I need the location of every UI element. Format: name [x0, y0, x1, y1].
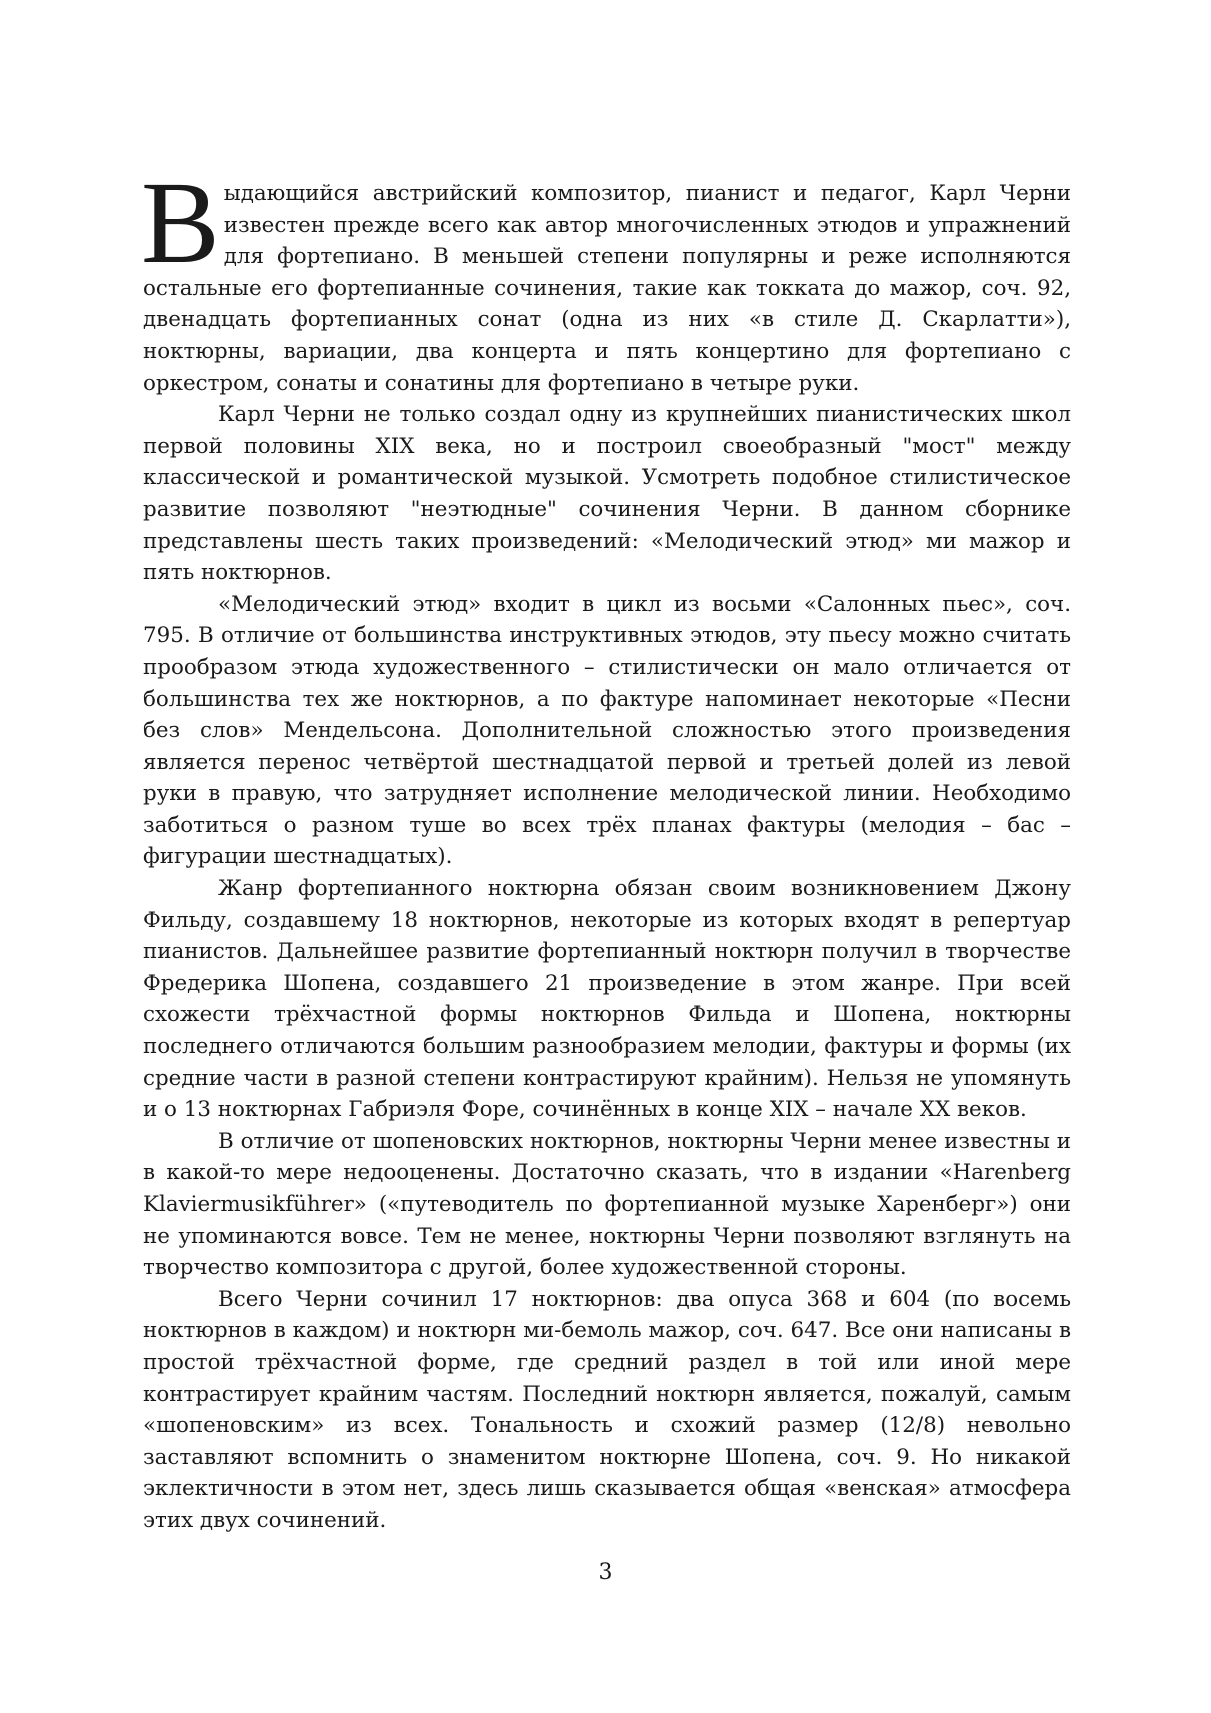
drop-cap: В — [141, 157, 220, 288]
paragraph-1-text: ыдающийся австрийский композитор, пианист и педагог, Карл Черни известен прежде всего как автор многочисленных этюдов и упражнений для фортепиано. В меньшей степени популярны и реже исполняются остальные его фортепианные сочинения, такие как токката до мажор, соч. 92, двенадцать фортепианных сонат (одна из них «в стиле Д. Скарлатти»), ноктюрны, вариации, два концерта и пять концертино для фортепиано с оркестром, сонаты и сонатины для фортепиано в четыре руки. — [143, 181, 1071, 396]
page-number: 3 — [598, 1560, 613, 1585]
paragraph-6: Всего Черни сочинил 17 ноктюрнов: два опуса 368 и 604 (по восемь ноктюрнов в каждом) и ноктюрн ми-бемоль мажор, соч. 647. Все они написаны в простой трёхчастной форме, где средний раздел в той или иной мере контрастирует крайним частям. Последний ноктюрн является, пожалуй, самым «шопеновским» из всех. Тональность и схожий размер (12/8) невольно заставляют вспомнить о знаменитом ноктюрне Шопена, соч. 9. Но никакой эклектичности в этом нет, здесь лишь сказывается общая «венская» атмосфера этих двух сочинений. — [143, 1286, 1071, 1533]
paragraph-1 — [141, 157, 1071, 399]
body-text — [141, 157, 1071, 1537]
paragraph-5: В отличие от шопеновских ноктюрнов, ноктюрны Черни менее известны и в какой-то мере недооценены. Достаточно сказать, что в издании «Harenberg Klaviermusikführer» («путеводитель по фортепианной музыке Харенберг») они не упоминаются вовсе. Тем не менее, ноктюрны Черни позволяют взглянуть на творчество композитора с другой, более художественной стороны. — [143, 1128, 1071, 1281]
paragraph-2: Карл Черни не только создал одну из крупнейших пианистических школ первой половины XIX века, но и построил своеобразный "мост" между классической и романтической музыкой. Усмотреть подобное стилистическое развитие позволяют "неэтюдные" сочинения Черни. В данном сборнике представлены шесть таких произведений: «Мелодический этюд» ми мажор и пять ноктюрнов. — [143, 402, 1071, 586]
paragraph-3: «Мелодический этюд» входит в цикл из восьми «Салонных пьес», соч. 795. В отличие от большинства инструктивных этюдов, эту пьесу можно считать прообразом этюда художественного – стилистически он мало отличается от большинства тех же ноктюрнов, а по фактуре напоминает некоторые «Песни без слов» Мендельсона. Дополнительной сложностью этого произведения является перенос четвёртой шестнадцатой первой и третьей долей из левой руки в правую, что затрудняет исполнение мелодической линии. Необходимо заботиться о разном туше во всех трёх планах фактуры (мелодия – бас – фигурации шестнадцатых). — [143, 591, 1071, 870]
paragraph-4: Жанр фортепианного ноктюрна обязан своим возникновением Джону Фильду, создавшему 18 ноктюрнов, некоторые из которых входят в репертуар пианистов. Дальнейшее развитие фортепианный ноктюрн получил в творчестве Фредерика Шопена, создавшего 21 произведение в этом жанре. При всей схожести трёхчастной формы ноктюрнов Фильда и Шопена, ноктюрны последнего отличаются большим разнообразием мелодии, фактуры и формы (их средние части в разной степени контрастируют крайним). Нельзя не упомянуть и о 13 ноктюрнах Габриэля Форе, сочинённых в конце XIX – начале XX веков. — [143, 876, 1071, 1123]
